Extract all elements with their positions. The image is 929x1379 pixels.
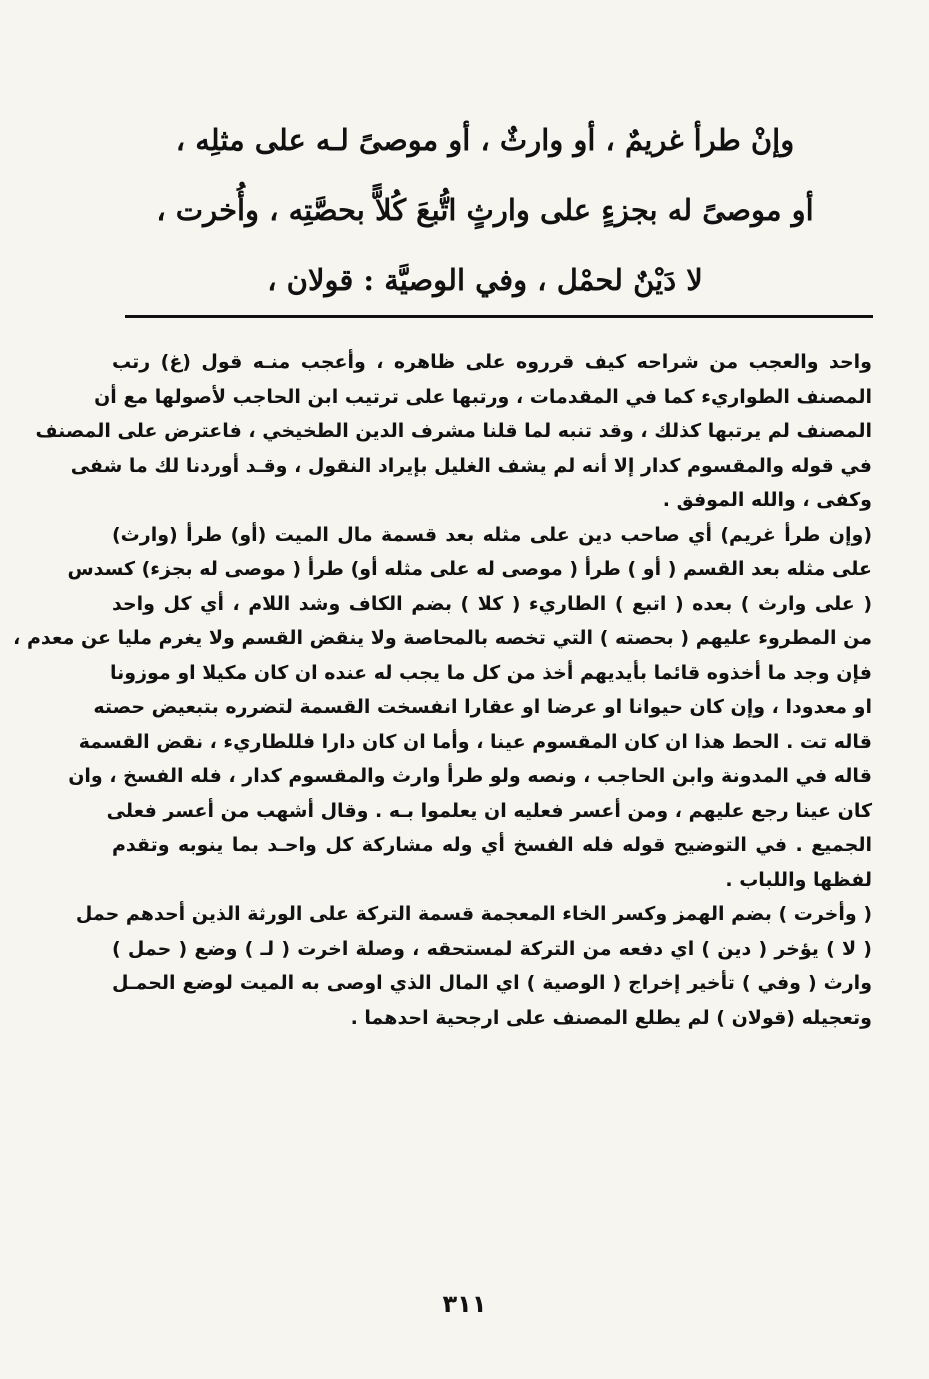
text-line: وتعجيله (قولان ) لم يطلع المصنف على ارجحية احدهما .: [350, 1006, 872, 1029]
verse-line: أو موصىً له بجزءٍ على وارثٍ اتُّبعَ كُلاًّ بحصَّتِه ، وأُخرت ،: [156, 193, 814, 227]
verse-line: لا دَيْنٌ لحمْل ، وفي الوصيَّة : قولان ،: [267, 263, 703, 297]
text-line: كان عينا رجع عليهم ، ومن أعسر فعليه ان يعلموا بـه . وقال أشهب من أعسر فعلى: [106, 799, 872, 822]
commentary-paragraph: [13, 518, 872, 898]
text-line: ( لا ) يؤخر ( دين ) اي دفعه من التركة لمستحقه ، وصلة اخرت ( لـ ) وضع ( حمل ): [112, 937, 872, 960]
text-line: قاله تت . الحط هذا ان كان المقسوم عينا ، وأما ان كان دارا فللطاريء ، نقض القسمة: [78, 730, 872, 753]
text-line: لفظها واللباب .: [725, 868, 872, 891]
text-line: او معدودا ، وإن كان حيوانا او عرضا او عقارا انفسخت القسمة لتضرره بتبعيض حصته: [93, 696, 872, 718]
text-line: فإن وجد ما أخذوه قائما بأيديهم أخذ من كل ما يجب له عنده ان كان مكيلا او موزونا: [110, 661, 872, 684]
commentary-paragraph: [75, 897, 872, 1035]
text-line: في قوله والمقسوم كدار إلا أنه لم يشف الغليل بإيراد النقول ، وقـد أوردنا لك ما شفى: [70, 454, 872, 477]
text-line: وارث ( وفي ) تأخير إخراج ( الوصية ) اي المال الذي اوصى به الميت لوضع الحمـل: [112, 972, 872, 994]
text-line: المصنف لم يرتبها كذلك ، وقد تنبه لما قلنا مشرف الدين الطخيخي ، فاعترض على المصنف: [35, 420, 872, 442]
text-line: قاله في المدونة وابن الحاجب ، ونصه ولو طرأ وارث والمقسوم كدار ، فله الفسخ ، وان: [68, 765, 872, 787]
text-line: المصنف الطواريء كما في المقدمات ، ورتبها على ترتيب ابن الحاجب لأصولها مع أن: [94, 385, 872, 408]
text-line: ( وأخرت ) بضم الهمز وكسر الخاء المعجمة قسمة التركة على الورثة الذين أحدهم حمل: [75, 903, 872, 925]
commentary-paragraph: [35, 345, 872, 518]
verse-text: [100, 105, 870, 315]
text-line: على مثله بعد القسم ( أو ) طرأ ( موصى له على مثله أو) طرأ ( موصى له بجزء) كسدس: [67, 558, 872, 580]
text-line: واحد والعجب من شراحه كيف قرروه على ظاهره ، وأعجب منـه قول (غ) رتب: [112, 351, 872, 373]
text-line: (وإن طرأ غريم) أي صاحب دين على مثله بعد قسمة مال الميت (أو) طرأ (وارث): [112, 523, 872, 546]
page-number: ٣١١: [442, 1290, 487, 1318]
separator-rule: [125, 315, 873, 318]
text-line: ( على وارث ) بعده ( اتبع ) الطاريء ( كلا ) بضم الكاف وشد اللام ، أي كل واحد: [112, 592, 872, 615]
commentary-text: [13, 345, 872, 1035]
verse-line: وإنْ طرأ غريمٌ ، أو وارثٌ ، أو موصىً لـه على مثلِه ،: [175, 123, 795, 157]
text-line: من المطروء عليهم ( بحصته ) التي تخصه بالمحاصة ولا ينقض القسم ولا يغرم مليا عن معدم ،: [13, 627, 872, 649]
text-line: وكفى ، والله الموفق .: [662, 489, 872, 511]
text-line: الجميع . في التوضيح قوله فله الفسخ أي وله مشاركة كل واحـد بما ينوبه وتقدم: [112, 834, 872, 856]
